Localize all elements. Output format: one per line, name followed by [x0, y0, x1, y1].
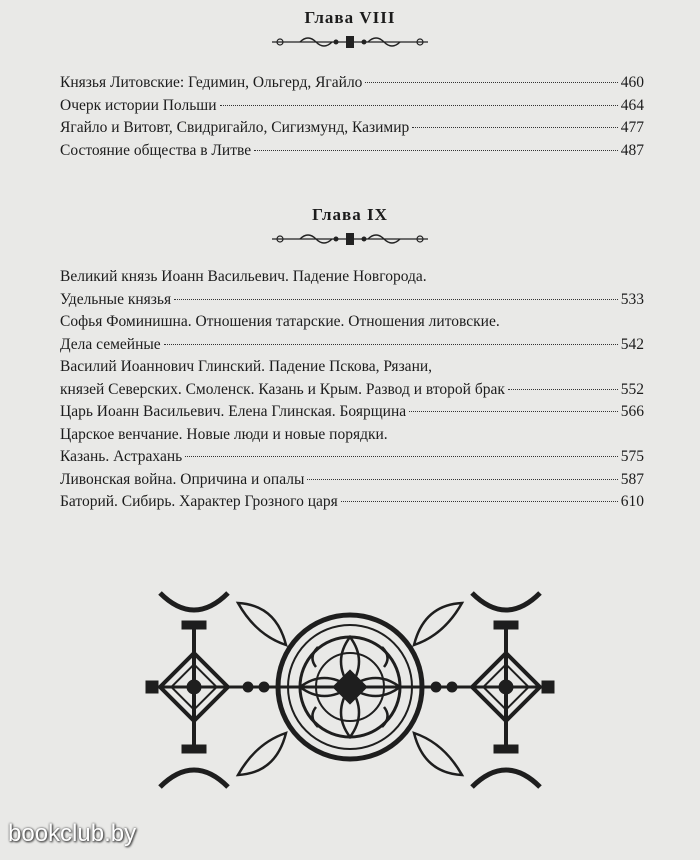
- toc-entry-page: 587: [620, 470, 644, 488]
- toc-entry-title: Царь Иоанн Васильевич. Елена Глинская. Боярщина: [60, 403, 407, 420]
- toc-entry[interactable]: [60, 311, 644, 356]
- toc-entry-title: Ягайло и Витовт, Свидригайло, Сигизмунд, Казимир: [60, 119, 410, 136]
- toc-entry-page: 464: [620, 96, 644, 114]
- toc-entry-title-continued: Удельные князья: [60, 290, 172, 308]
- toc-entry[interactable]: [60, 266, 644, 311]
- chapter-divider-icon: [270, 230, 430, 248]
- leader-dots: [508, 389, 618, 390]
- toc-entry-title-continued: Казань. Астрахань: [60, 448, 183, 465]
- toc-list-chapter-ix: [60, 266, 644, 514]
- leader-dots: [412, 127, 617, 128]
- toc-entry[interactable]: [60, 95, 644, 118]
- toc-entry-title: Баторий. Сибирь. Характер Грозного царя: [60, 493, 338, 510]
- toc-entry-title-continued: Дела семейные: [60, 335, 161, 353]
- toc-entry[interactable]: [60, 469, 644, 492]
- leader-dots: [365, 82, 617, 83]
- decorative-ornament-icon: [138, 583, 562, 805]
- toc-entry-title: Софья Фоминишна. Отношения татарские. Отношения литовские.: [60, 313, 500, 330]
- chapter-title-ix: Глава IX: [312, 205, 388, 224]
- toc-entry[interactable]: [60, 72, 644, 95]
- toc-entry-page: 610: [620, 493, 644, 510]
- toc-entry-page: 552: [620, 380, 644, 398]
- toc-entry-title: Ливонская война. Опричина и опалы: [60, 470, 305, 488]
- leader-dots: [164, 344, 618, 345]
- toc-entry-page: 460: [620, 74, 644, 91]
- leader-dots: [341, 501, 618, 502]
- toc-entry-title: Великий князь Иоанн Васильевич. Падение Новгорода.: [60, 268, 427, 285]
- toc-entry-title: Василий Иоаннович Глинский. Падение Пскова, Рязани,: [60, 358, 433, 375]
- toc-entry[interactable]: [60, 491, 644, 514]
- toc-entry[interactable]: [60, 140, 644, 163]
- toc-entry-page: 566: [620, 403, 644, 420]
- toc-entry-title: Царское венчание. Новые люди и новые порядки.: [60, 425, 388, 443]
- toc-entry-page: 487: [620, 141, 644, 159]
- toc-entry-title: Состояние общества в Литве: [60, 141, 252, 159]
- toc-entry-page: 533: [620, 290, 644, 308]
- toc-entry-title: Князья Литовские: Гедимин, Ольгерд, Ягайло: [60, 74, 363, 91]
- leader-dots: [254, 150, 618, 151]
- leader-dots: [185, 456, 618, 457]
- leader-dots: [307, 479, 617, 480]
- chapter-divider-icon: [270, 33, 430, 51]
- leader-dots: [220, 105, 618, 106]
- chapter-title-viii: Глава VIII: [304, 8, 396, 27]
- watermark-logo: bookclub.by: [8, 820, 137, 847]
- toc-entry-title-continued: князей Северских. Смоленск. Казань и Крым. Развод и второй брак: [60, 380, 505, 398]
- toc-list-chapter-viii: [60, 72, 644, 162]
- toc-entry-page: 542: [620, 335, 644, 353]
- toc-entry[interactable]: [60, 424, 644, 469]
- toc-entry[interactable]: [60, 356, 644, 401]
- toc-entry-page: 575: [620, 448, 644, 465]
- toc-entry[interactable]: [60, 401, 644, 424]
- toc-entry-title: Очерк истории Польши: [60, 96, 217, 114]
- leader-dots: [409, 411, 618, 412]
- toc-entry-page: 477: [620, 119, 644, 136]
- toc-entry[interactable]: [60, 117, 644, 140]
- leader-dots: [174, 299, 618, 300]
